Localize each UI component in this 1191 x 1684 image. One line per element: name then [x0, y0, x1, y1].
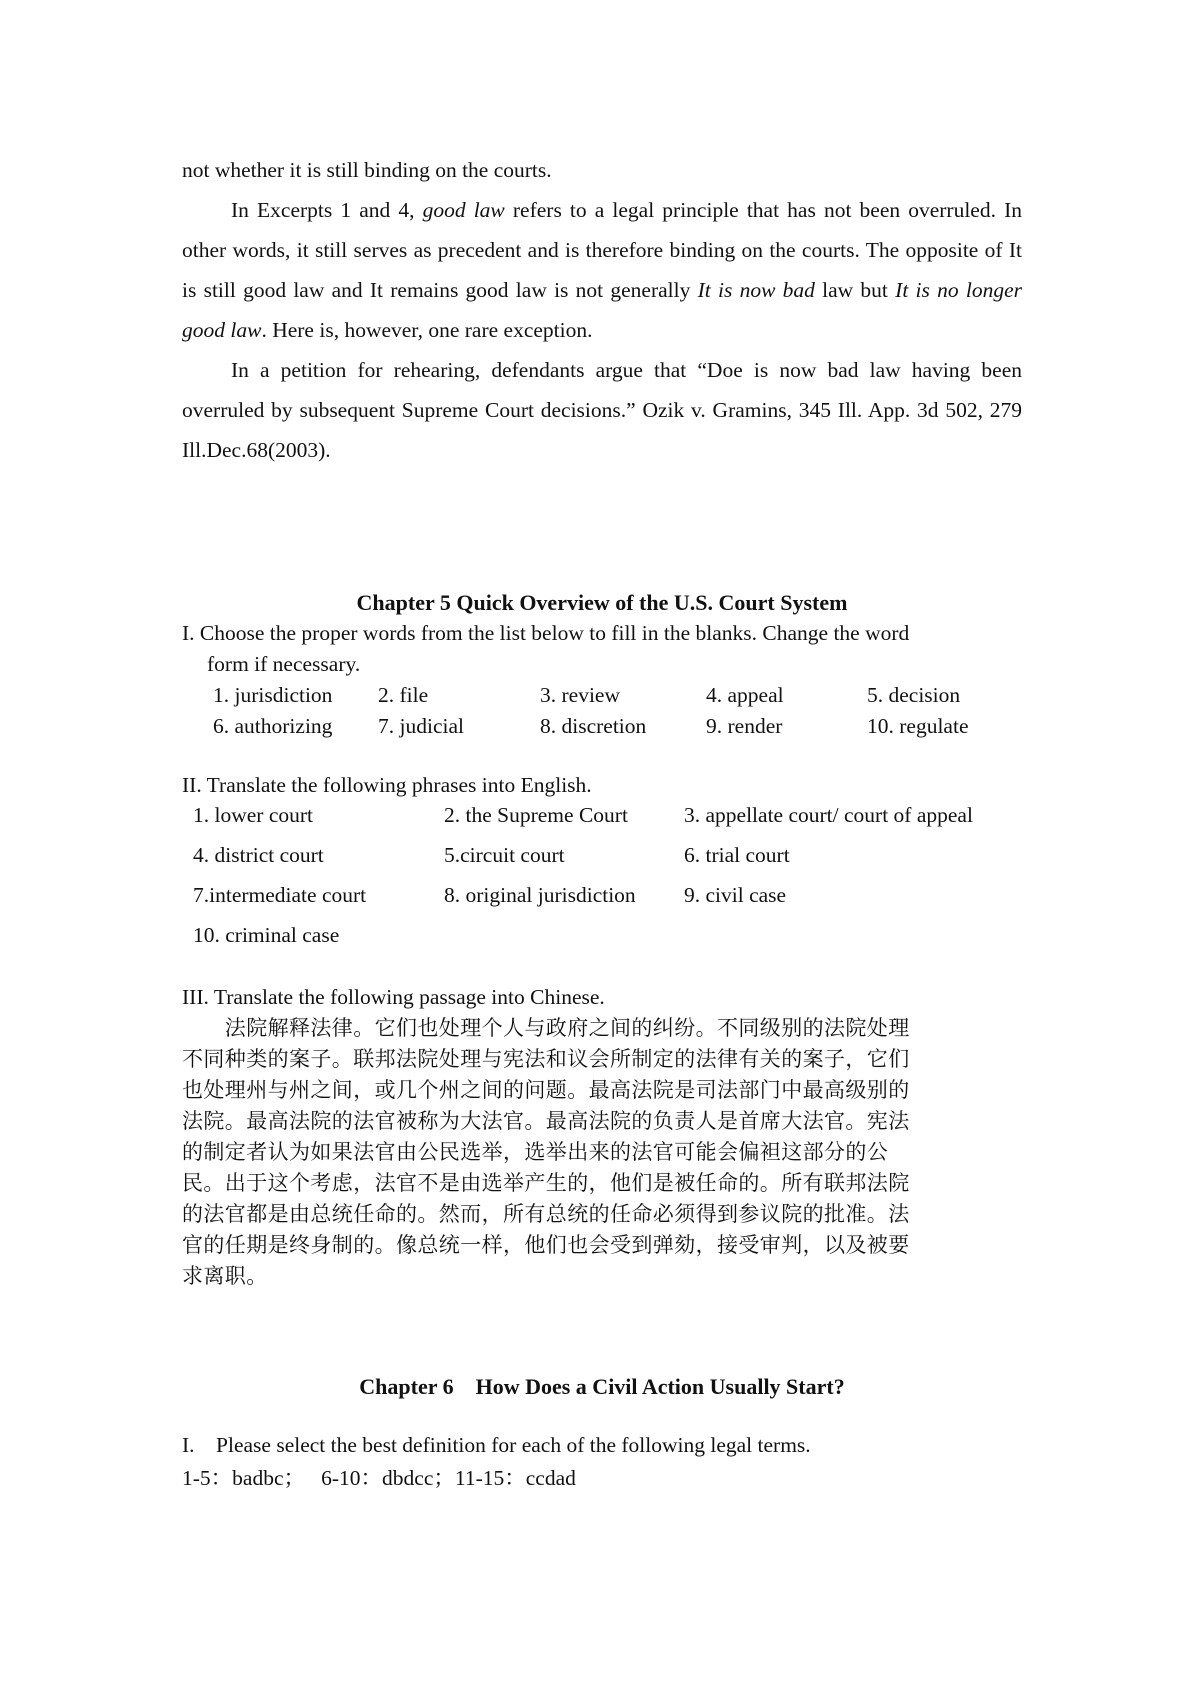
- word-item: 8. discretion: [540, 714, 647, 738]
- chinese-passage: [182, 1013, 1022, 1292]
- phrase-list: [193, 795, 1022, 955]
- answer-key: 1-5：badbc； 6-10：dbdcc；11-15：ccdad: [182, 1466, 576, 1490]
- passage-line: 求离职。: [182, 1264, 268, 1288]
- passage-line: 官的任期是终身制的。像总统一样，他们也会受到弹劾，接受审判，以及被要: [182, 1233, 910, 1257]
- chapter-6-section-1-instruction: I. Please select the best definition for each of the following legal terms.: [182, 1433, 811, 1457]
- text-run: In Excerpts 1 and 4,: [231, 198, 423, 222]
- passage-line: 法院。最高法院的法官被称为大法官。最高法院的负责人是首席大法官。宪法: [182, 1109, 910, 1133]
- phrase-item: 6. trial court: [684, 843, 790, 867]
- italic-term: It is no longer good law: [182, 278, 1022, 342]
- paragraph-petition: In a petition for rehearing, defendants argue that “Doe is now bad law having been overruled by subsequent Supreme Court decisions.” Ozik v. Gramins, 345 Ill. App. 3d 502, 279 Ill.Dec.68(2003).: [182, 358, 1022, 462]
- text-run: law but: [814, 278, 896, 302]
- spacer: [182, 1292, 1022, 1374]
- paragraph-continuation: not whether it is still binding on the courts.: [182, 158, 552, 182]
- chapter-5-title: Chapter 5 Quick Overview of the U.S. Court System: [356, 590, 848, 615]
- phrase-item: 9. civil case: [684, 883, 787, 907]
- word-item: 4. appeal: [706, 683, 784, 707]
- word-item: 2. file: [378, 683, 429, 707]
- passage-line: 民。出于这个考虑，法官不是由选举产生的，他们是被任命的。所有联邦法院: [182, 1171, 910, 1195]
- passage-line: 也处理州与州之间，或几个州之间的问题。最高法院是司法部门中最高级别的: [182, 1078, 910, 1102]
- section-1-instruction-cont: form if necessary.: [207, 652, 361, 676]
- phrase-item: 3. appellate court/ court of appeal: [684, 803, 973, 827]
- word-item: 1. jurisdiction: [213, 683, 333, 707]
- phrase-item: 2. the Supreme Court: [444, 803, 628, 827]
- word-item: 9. render: [706, 714, 783, 738]
- phrase-item: 10. criminal case: [193, 923, 340, 947]
- section-3-instruction: III. Translate the following passage into Chinese.: [182, 985, 605, 1009]
- phrase-item: 4. district court: [193, 843, 324, 867]
- page-content: [182, 150, 1022, 1494]
- word-item: 10. regulate: [867, 714, 969, 738]
- word-item: 3. review: [540, 683, 620, 707]
- text-run: refers to a legal principle that has not been overruled. In other words, it still serves as precedent and is therefore binding on the courts. The opposite of It is still good law and It remains good law is not generally: [182, 198, 1022, 302]
- word-item: 6. authorizing: [213, 714, 333, 738]
- phrase-item: 5.circuit court: [444, 843, 565, 867]
- phrase-item: 8. original jurisdiction: [444, 883, 636, 907]
- section-2-instruction: II. Translate the following phrases into English.: [182, 773, 592, 797]
- paragraph-good-law: [182, 190, 1022, 350]
- word-list: [213, 680, 1022, 742]
- spacer: [182, 470, 1022, 590]
- word-item: 7. judicial: [378, 714, 464, 738]
- passage-line: 的制定者认为如果法官由公民选举，选举出来的法官可能会偏袒这部分的公: [182, 1140, 889, 1164]
- italic-term: good law: [422, 198, 505, 222]
- section-1-instruction: I. Choose the proper words from the list below to fill in the blanks. Change the word: [182, 621, 910, 645]
- phrase-item: 7.intermediate court: [193, 883, 367, 907]
- text-run: . Here is, however, one rare exception.: [261, 318, 593, 342]
- italic-term: It is now bad: [697, 278, 815, 302]
- chapter-6-title: Chapter 6 How Does a Civil Action Usually Start?: [359, 1374, 845, 1399]
- passage-line: 的法官都是由总统任命的。然而，所有总统的任命必须得到参议院的批准。法: [182, 1202, 910, 1226]
- word-item: 5. decision: [867, 683, 961, 707]
- phrase-item: 1. lower court: [193, 803, 314, 827]
- passage-line: 法院解释法律。它们也处理个人与政府之间的纠纷。不同级别的法院处理: [182, 1016, 910, 1040]
- passage-line: 不同种类的案子。联邦法院处理与宪法和议会所制定的法律有关的案子，它们: [182, 1047, 910, 1071]
